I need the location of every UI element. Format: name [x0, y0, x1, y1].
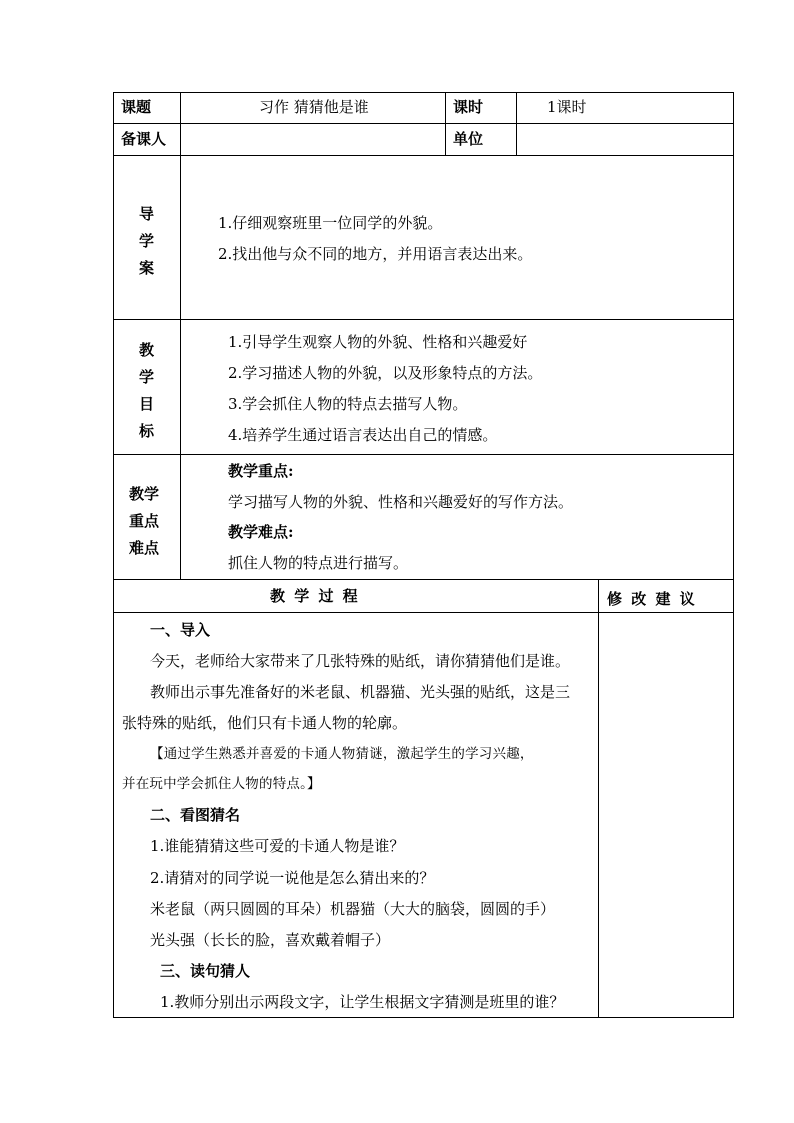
guide-item: 2.找出他与众不同的地方，并用语言表达出来。: [218, 245, 533, 263]
process-line: 2.请猜对的同学说一说他是怎么猜出来的？: [150, 869, 435, 887]
row-divider: [113, 123, 734, 124]
process-line: 米老鼠（两只圆圆的耳朵）机器猫（大大的脑袋，圆圆的手）: [150, 900, 556, 918]
key-point-title: 教学重点:: [228, 462, 294, 480]
focus-label-line: 教学: [129, 485, 160, 503]
process-line: 教师出示事先准备好的米老鼠、机器猫、光头强的贴纸，这是三: [150, 683, 571, 701]
topic-value: 习作 猜猜他是谁: [259, 98, 369, 116]
column-divider: [445, 92, 446, 155]
focus-label-line: 重点: [129, 512, 160, 530]
design-note: 【通过学生熟悉并喜爱的卡通人物猜谜，激起学生的学习兴趣，: [150, 746, 534, 762]
design-note: 并在玩中学会抓住人物的特点。】: [122, 776, 321, 792]
unit-label: 单位: [453, 130, 484, 148]
section-heading: 二、看图猜名: [150, 806, 241, 824]
objectives-label-char: 标: [139, 422, 155, 440]
objective-item: 4.培养学生通过语言表达出自己的情感。: [228, 426, 498, 444]
row-divider: [113, 319, 734, 320]
focus-label-line: 难点: [129, 539, 160, 557]
section-heading: 一、导入: [150, 621, 211, 639]
row-divider: [113, 612, 734, 613]
guide-item: 1.仔细观察班里一位同学的外貌。: [218, 214, 443, 232]
objective-item: 1.引导学生观察人物的外貌、性格和兴趣爱好: [228, 333, 528, 351]
objective-item: 3.学会抓住人物的特点去描写人物。: [228, 395, 468, 413]
column-divider: [180, 92, 181, 579]
process-line: 今天，老师给大家带来了几张特殊的贴纸，请你猜猜他们是谁。: [150, 652, 571, 670]
column-divider: [598, 579, 599, 1018]
objectives-label-char: 目: [139, 395, 155, 413]
difficult-point-title: 教学难点:: [228, 523, 294, 541]
section-heading: 三、读句猜人: [160, 962, 251, 980]
process-line: 1.教师分别出示两段文字，让学生根据文字猜测是班里的谁？: [160, 993, 565, 1011]
guide-label-char: 案: [139, 259, 155, 277]
topic-label: 课题: [121, 98, 152, 116]
objectives-label-char: 学: [139, 368, 155, 386]
preparer-label: 备课人: [121, 130, 167, 148]
column-divider: [516, 92, 517, 155]
key-point-text: 学习描写人物的外貌、性格和兴趣爱好的写作方法。: [228, 493, 574, 511]
hours-label: 课时: [453, 98, 484, 116]
suggestion-title: 修 改 建 议: [607, 590, 697, 608]
process-line: 张特殊的贴纸，他们只有卡通人物的轮廓。: [122, 714, 408, 732]
process-line: 1.谁能猜猜这些可爱的卡通人物是谁？: [150, 837, 405, 855]
difficult-point-text: 抓住人物的特点进行描写。: [228, 554, 409, 572]
objectives-label-char: 教: [139, 341, 155, 359]
process-title: 教 学 过 程: [270, 587, 360, 605]
row-divider: [113, 579, 734, 580]
row-divider: [113, 155, 734, 156]
process-line: 光头强（长长的脸，喜欢戴着帽子）: [150, 931, 391, 949]
row-divider: [113, 454, 734, 455]
guide-label-char: 学: [139, 232, 155, 250]
hours-value: 1课时: [547, 98, 587, 116]
objective-item: 2.学习描述人物的外貌，以及形象特点的方法。: [228, 364, 543, 382]
guide-label-char: 导: [139, 205, 155, 223]
